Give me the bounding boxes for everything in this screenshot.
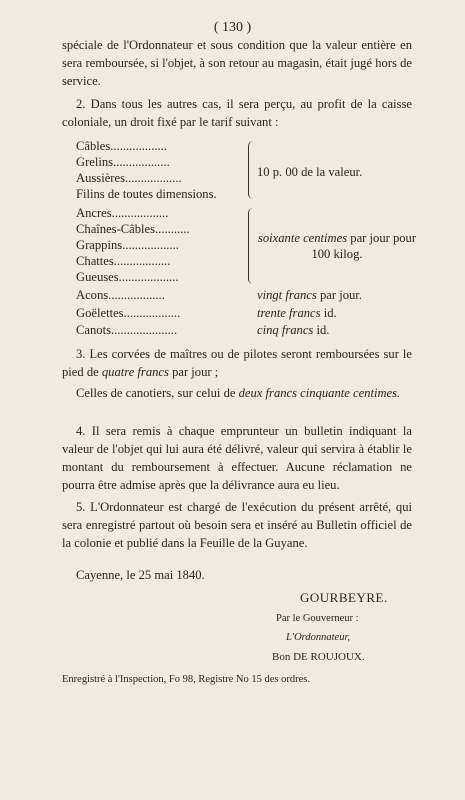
paragraph-3 xyxy=(62,345,412,381)
intro-paragraph: spéciale de l'Ordonnateur et sous condition que la valeur entière en sera remboursée, si l'objet, à son retour au magasin, était jugé hors de service. xyxy=(62,38,412,88)
par-le-gouverneur: Par le Gouverneur : xyxy=(276,613,359,624)
signature-governor: GOURBEYRE. xyxy=(300,590,388,605)
rate-acons-italic: vingt francs xyxy=(257,288,317,302)
tariff-item-goelettes: Goëlettes.................. xyxy=(76,306,181,320)
paragraph-3b-italic: deux francs cinquante centimes. xyxy=(238,386,401,400)
registration-note: Enregistré à l'Inspection, Fo 98, Registre No 15 des ordres. xyxy=(62,674,311,685)
paragraph-5: 5. L'Ordonnateur est chargé de l'exécution du présent arrêté, qui sera enregistré partout où besoin sera et inséré au Bulletin officiel de la colonie et publié dans la Feuille de la Guyane. xyxy=(62,500,412,550)
paragraph-3-end: par jour ; xyxy=(168,365,219,379)
page-number: ( 130 ) xyxy=(213,20,252,35)
ordonnateur-title: L'Ordonnateur, xyxy=(286,632,350,643)
rate-goelettes-rest: id. xyxy=(320,306,337,320)
rate-canots xyxy=(257,322,329,338)
rate-goelettes-italic: trente francs xyxy=(257,306,321,320)
paragraph-3-text: 3. Les corvées de maîtres ou de pilotes seront remboursées sur le pied de xyxy=(62,347,412,379)
date-line: Cayenne, le 25 mai 1840. xyxy=(76,568,205,582)
rate-canots-rest: id. xyxy=(313,323,330,337)
brace-group-2 xyxy=(248,208,253,284)
paragraph-2: 2. Dans tous les autres cas, il sera perçu, au profit de la caisse coloniale, un droit fixé par le tarif suivant : xyxy=(62,97,412,129)
rate-group-2-italic: soixante centimes xyxy=(257,231,348,245)
tariff-item-chattes: Chattes.................. xyxy=(76,254,171,268)
rate-group-1: 10 p. 00 de la valeur. xyxy=(257,165,363,179)
tariff-item-canots: Canots..................... xyxy=(76,323,178,337)
rate-canots-italic: cinq francs xyxy=(257,323,314,337)
tariff-item-acons: Acons.................. xyxy=(76,288,165,302)
rate-goelettes xyxy=(257,305,337,321)
rate-group-2-rest: par jour pour 100 kilog. xyxy=(311,231,417,261)
paragraph-3b-text: Celles de canotiers, sur celui de xyxy=(76,386,239,400)
tariff-item-ancres: Ancres.................. xyxy=(76,206,169,220)
rate-acons xyxy=(257,287,362,303)
tariff-item-grappins: Grappins.................. xyxy=(76,238,179,252)
tariff-item-chaines-cables: Chaînes-Câbles........... xyxy=(76,222,190,236)
paragraph-3b xyxy=(62,384,412,402)
rate-group-2 xyxy=(257,230,417,262)
tariff-item-gueuses: Gueuses................... xyxy=(76,270,179,284)
rate-acons-rest: par jour. xyxy=(316,288,362,302)
paragraph-3-italic: quatre francs xyxy=(101,365,169,379)
tariff-item-filins: Filins de toutes dimensions. xyxy=(76,187,217,201)
tariff-item-aussieres: Aussières.................. xyxy=(76,171,182,185)
brace-group-1 xyxy=(248,141,253,199)
tariff-item-grelins: Grelins.................. xyxy=(76,155,170,169)
tariff-item-cables: Câbles.................. xyxy=(76,139,167,153)
ordonnateur-name: Bon DE ROUJOUX. xyxy=(272,651,365,663)
paragraph-4: 4. Il sera remis à chaque emprunteur un bulletin indiquant la valeur de l'objet qui lui aura été délivré, valeur qui servira à établir le montant du remboursement à effectuer. Aucune réclamation ne pourra être admise après que la délivrance aura eu lieu. xyxy=(62,424,412,492)
